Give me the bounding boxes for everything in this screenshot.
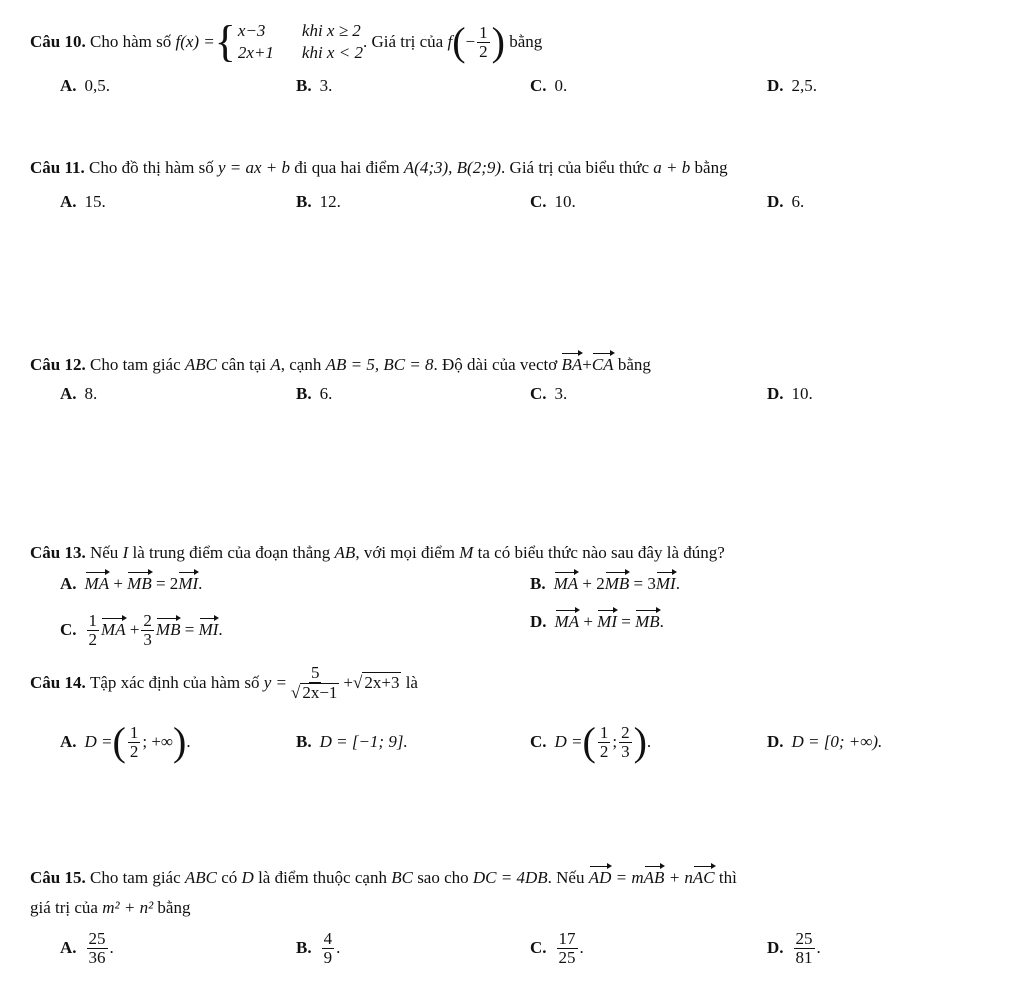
vector-ac: AC <box>692 868 715 887</box>
paren-open: ( <box>452 19 466 65</box>
question-10-label: Câu 10. <box>30 32 86 52</box>
sqrt-icon: √ <box>353 672 363 692</box>
question-15-line2: giá trị của m² + n² bằng <box>30 898 191 917</box>
option-c[interactable]: C. 10. <box>530 192 576 211</box>
option-d[interactable]: D. MA + MI = MB . <box>530 612 664 631</box>
question-11-options <box>0 192 1024 218</box>
option-d[interactable]: D. 6. <box>767 192 805 211</box>
question-12: Câu 12. Cho tam giác ABC cân tại A, cạnh AB = 5, BC = 8. Độ dài của vectơ BA+CA bằng <box>30 355 651 374</box>
question-13: Câu 13. Nếu I là trung điểm của đoạn thẳng AB, với mọi điểm M ta có biểu thức nào sau đây là đúng? <box>30 543 725 562</box>
option-d[interactable]: D. 2,5. <box>767 76 818 95</box>
option-b[interactable]: B. 3. <box>296 76 333 95</box>
sqrt-icon: √ <box>290 682 301 702</box>
paren-close: ) <box>491 19 505 65</box>
option-b[interactable]: B. MA + 2 MB = 3 MI . <box>530 574 680 593</box>
question-11-math2: A(4;3), B(2;9) <box>403 158 502 177</box>
question-15-label: Câu 15. <box>30 868 86 887</box>
vector-ab: AB <box>643 868 665 887</box>
question-10-options <box>0 76 1024 102</box>
option-a[interactable]: A. 0,5. <box>60 76 111 95</box>
question-10 <box>30 17 543 67</box>
question-14-fraction: $\frac{5}{√ 2x-1}$ <box>290 663 338 702</box>
option-c[interactable]: C. D = ( $\frac{1}{2}$ ; $\frac{2}{3}$ ) . <box>530 719 652 764</box>
question-14: Câu 14. Tập xác định của hàm số y = $\frac{5}{√ 2x-1}$ + √ 2x+3 là <box>30 663 418 702</box>
question-13-options-row2 <box>0 612 1024 648</box>
option-a[interactable]: A. $\frac{25}{36}$ . <box>60 929 114 967</box>
option-c[interactable]: C. $\frac{17}{25}$ . <box>530 929 584 967</box>
question-12-label: Câu 12. <box>30 355 86 374</box>
question-10-arg-fraction: $\frac{1}{2}$ <box>479 22 488 61</box>
option-c[interactable]: C. 0. <box>530 76 568 95</box>
vector-ad: AD <box>588 868 612 887</box>
question-11-label: Câu 11. <box>30 158 85 177</box>
case2-cond: khi x < 2 <box>301 43 363 63</box>
option-d[interactable]: D. $\frac{25}{81}$ . <box>767 929 821 967</box>
vector-ba: BA <box>561 355 583 374</box>
question-10-func: f(x) = <box>175 32 215 52</box>
question-11-math1: y = ax + b <box>217 158 291 177</box>
option-a[interactable]: A. 8. <box>60 384 98 403</box>
option-b[interactable]: B. D = [−1; 9]. <box>296 732 408 751</box>
option-c[interactable]: C. $\frac{1}{2}$ MA + $\frac{2}{3}$ MB = MI . <box>60 611 223 649</box>
option-b[interactable]: B. $\frac{4}{9}$ . <box>296 929 341 967</box>
question-14-label: Câu 14. <box>30 672 86 692</box>
option-c[interactable]: C. 3. <box>530 384 568 403</box>
question-15: Câu 15. Cho tam giác ABC có D là điểm thuộc cạnh BC sao cho DC = 4DB. Nếu AD = mAB + nAC thì <box>30 868 737 887</box>
question-11-math3: a + b <box>653 158 691 177</box>
question-14-options <box>0 719 1024 766</box>
option-b[interactable]: B. 12. <box>296 192 341 211</box>
question-15-options <box>0 930 1024 980</box>
option-b[interactable]: B. 6. <box>296 384 333 403</box>
question-13-label: Câu 13. <box>30 543 86 562</box>
question-13-options-row1 <box>0 574 1024 600</box>
vector-ca: CA <box>591 355 614 374</box>
question-12-options <box>0 384 1024 410</box>
question-10-text-after: bằng <box>509 32 543 52</box>
minus-sign: − <box>465 32 476 52</box>
question-10-f: f <box>447 32 453 52</box>
option-a[interactable]: A. MA + MB = 2 MI . <box>60 574 203 593</box>
question-10-piecewise <box>214 17 363 67</box>
question-11: Câu 11. Cho đồ thị hàm số y = ax + b đi qua hai điểm A(4;3), B(2;9). Giá trị của biểu thức a + b bằng <box>30 158 728 177</box>
option-d[interactable]: D. 10. <box>767 384 813 403</box>
case1-cond: khi x ≥ 2 <box>301 21 361 40</box>
option-d[interactable]: D. D = [0; +∞). <box>767 732 883 751</box>
option-a[interactable]: A. D = ( $\frac{1}{2}$ ; +∞ ) . <box>60 719 191 764</box>
option-a[interactable]: A. 15. <box>60 192 106 211</box>
question-10-text-mid: . Giá trị của <box>362 32 444 52</box>
case2-expr: 2x+1 <box>237 43 274 63</box>
brace-icon: { <box>214 17 236 67</box>
question-10-text-before: Cho hàm số <box>89 32 172 52</box>
case1-expr: x−3 <box>237 21 266 40</box>
